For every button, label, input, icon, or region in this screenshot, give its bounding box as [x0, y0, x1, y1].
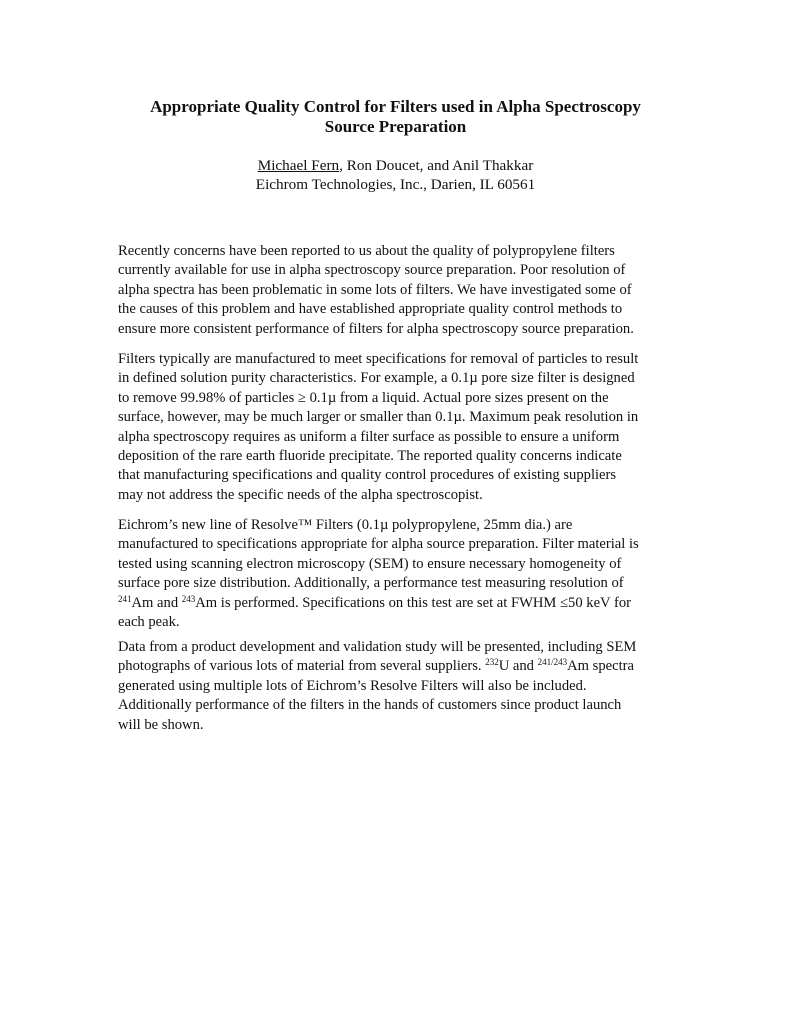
text-fragment: Am and [131, 594, 182, 611]
text-line: currently available for use in alpha spectroscopy source preparation. Poor resolution of [118, 262, 626, 279]
text-line [118, 594, 718, 613]
title-line-2: Source Preparation [324, 117, 467, 136]
isotope-mass-number: 243 [181, 593, 196, 604]
text-fragment: photographs of various lots of material from several suppliers. [118, 658, 486, 675]
isotope-mass-number: 241 [118, 593, 132, 604]
text-line [118, 657, 718, 676]
text-line: in defined solution purity characteristics. For example, a 0.1µ pore size filter is designed [118, 370, 635, 387]
paragraph-2 [118, 350, 718, 505]
text-line: Filters typically are manufactured to meet specifications for removal of particles to result [118, 351, 639, 367]
text-line: the causes of this problem and have established appropriate quality control methods to [118, 301, 623, 318]
text-line: each peak. [118, 614, 180, 631]
text-line: tested using scanning electron microscopy (SEM) to ensure necessary homogeneity of [118, 555, 622, 572]
text-line: will be shown. [118, 716, 204, 733]
affiliation: Eichrom Technologies, Inc., Darien, IL 60561 [255, 176, 536, 193]
text-line: alpha spectroscopy requires as uniform a filter surface as possible to ensure a uniform [118, 428, 620, 445]
paragraph-4 [118, 638, 718, 735]
text-line: Eichrom’s new line of Resolve™ Filters (0.1µ polypropylene, 25mm dia.) are [118, 517, 573, 533]
text-fragment: Am spectra [567, 658, 635, 675]
text-line: Data from a product development and validation study will be presented, including SEM [118, 639, 637, 655]
text-line: may not address the specific needs of the alpha spectroscopist. [118, 486, 483, 503]
isotope-mass-number: 241/243 [537, 657, 568, 668]
text-line: surface, however, may be much larger or smaller than 0.1µ. Maximum peak resolution in [118, 409, 639, 426]
isotope-mass-number: 232 [485, 657, 499, 668]
text-line: to remove 99.98% of particles ≥ 0.1µ from a liquid. Actual pore sizes present on the [118, 389, 609, 406]
text-line: surface pore size distribution. Additionally, a performance test measuring resolution of [118, 575, 624, 592]
text-fragment: Am is performed. Specifications on this test are set at FWHM ≤50 keV for [195, 594, 631, 611]
paragraph-3 [118, 516, 718, 632]
text-line: that manufacturing specifications and quality control procedures of existing suppliers [118, 467, 617, 484]
co-authors: , Ron Doucet, and Anil Thakkar [339, 157, 534, 174]
title-line-1: Appropriate Quality Control for Filters used in Alpha Spectroscopy [150, 97, 641, 116]
author-names [0, 156, 791, 175]
text-line: ensure more consistent performance of filters for alpha spectroscopy source preparation. [118, 320, 634, 337]
text-line: Additionally performance of the filters in the hands of customers since product launch [118, 697, 622, 714]
author-block [0, 156, 791, 194]
presenting-author: Michael Fern [257, 157, 340, 174]
text-line: manufactured to specifications appropriate for alpha source preparation. Filter material is [118, 536, 639, 553]
text-fragment: U and [498, 658, 538, 675]
text-line: generated using multiple lots of Eichrom’s Resolve Filters will also be included. [118, 677, 587, 694]
paragraph-1 [118, 242, 718, 339]
document-title [0, 97, 791, 137]
text-line: Recently concerns have been reported to us about the quality of polypropylene filters [118, 243, 615, 259]
text-line: deposition of the rare earth fluoride precipitate. The reported quality concerns indicate [118, 448, 622, 465]
text-line: alpha spectra has been problematic in some lots of filters. We have investigated some of [118, 281, 632, 298]
